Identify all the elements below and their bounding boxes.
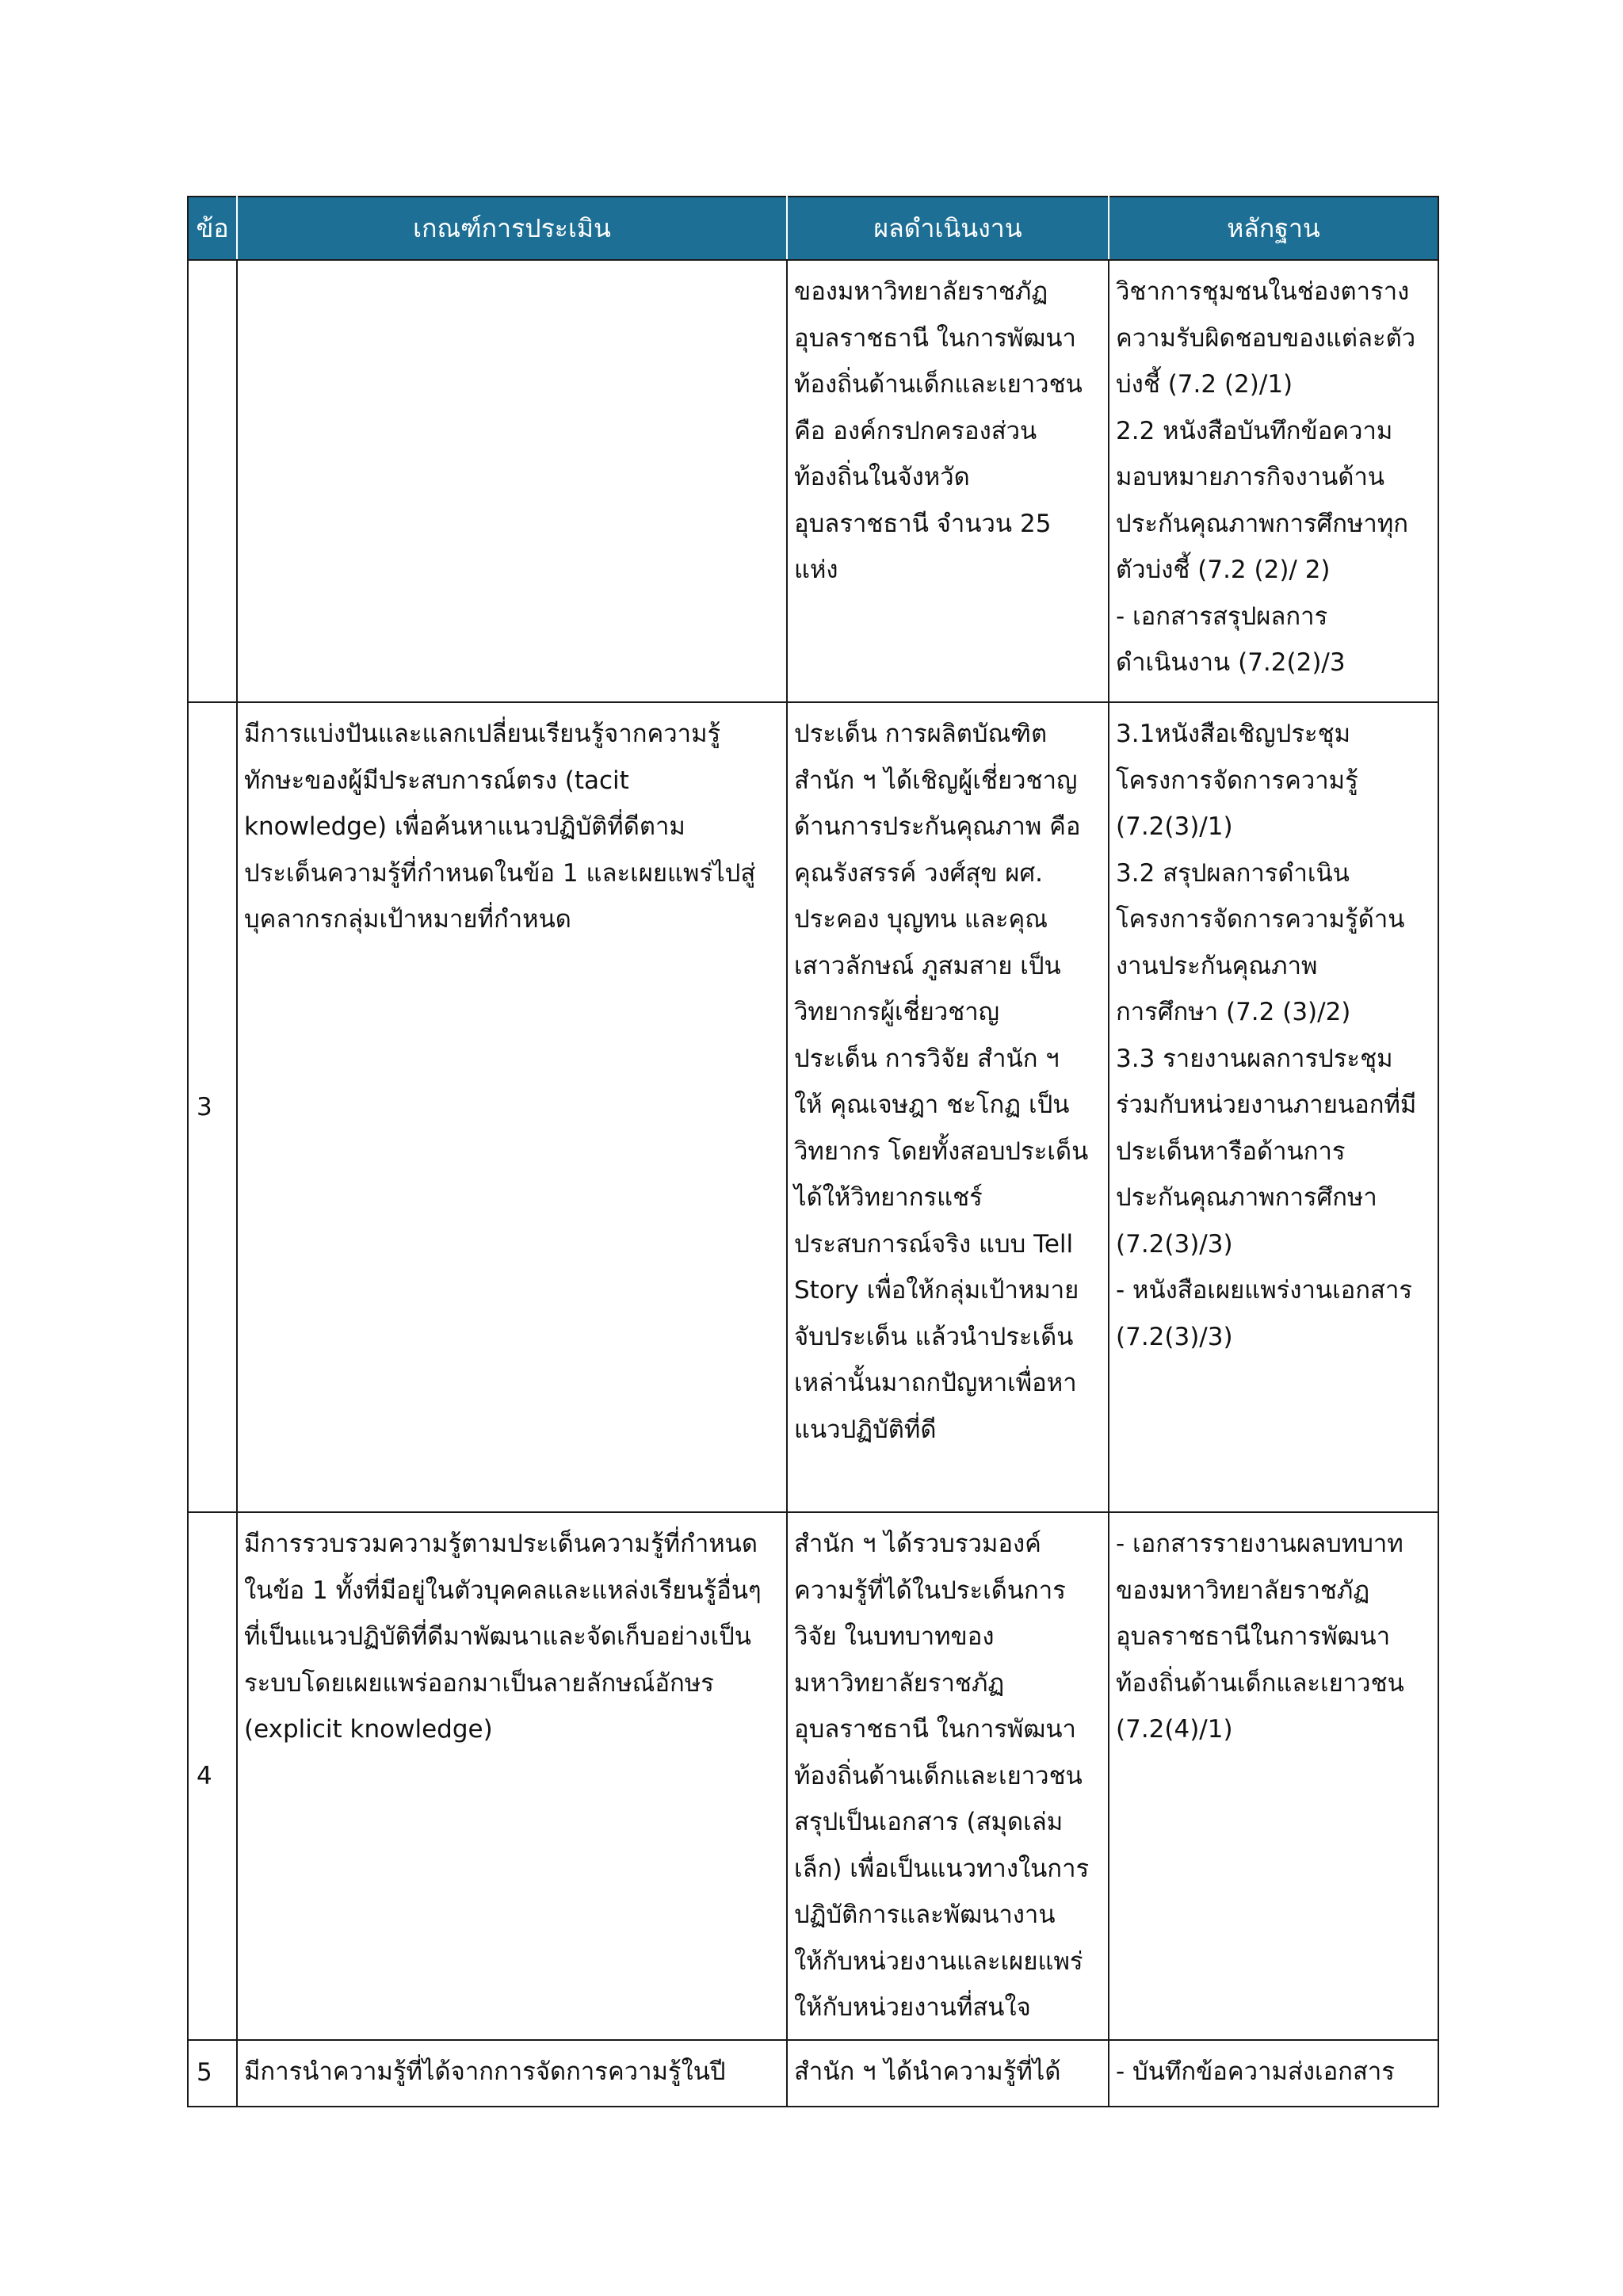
cell-line: 3.2 สรุปผลการดำเนิน xyxy=(1116,858,1350,888)
cell-line: แห่ง xyxy=(794,556,838,584)
cell-line: ประเด็นหารือด้านการ xyxy=(1116,1137,1346,1166)
cell-line: (7.2(4)/1) xyxy=(1116,1715,1233,1744)
cell-line: อุบลราชธานี ในการพัฒนา xyxy=(794,1715,1076,1744)
cell-line: ประเด็น การวิจัย สำนัก ฯ xyxy=(794,1044,1060,1073)
result-cell xyxy=(787,1512,1109,2040)
cell-line: ปฏิบัติการและพัฒนางาน xyxy=(794,1901,1056,1929)
row-number: 4 xyxy=(188,1512,237,2040)
cell-line: ความรับผิดชอบของแต่ละตัว xyxy=(1116,323,1416,353)
cell-line: - บันทึกข้อความส่งเอกสาร xyxy=(1116,2057,1395,2086)
cell-line: - เอกสารรายงานผลบทบาท xyxy=(1116,1530,1403,1558)
cell-line: คือ องค์กรปกครองส่วน xyxy=(794,416,1037,445)
cell-line: วิชาการชุมชนในช่องตาราง xyxy=(1116,277,1410,306)
cell-line: ประเด็นความรู้ที่กำหนดในข้อ 1 และเผยแพร่ไปสู่ xyxy=(244,858,756,888)
cell-line: เสาวลักษณ์ ภูสมสาย เป็น xyxy=(794,951,1061,980)
row-number: 5 xyxy=(188,2040,237,2107)
cell-line: ความรู้ที่ได้ในประเด็นการ xyxy=(794,1576,1066,1605)
evidence-cell xyxy=(1109,702,1438,1512)
cell-line: โครงการจัดการความรู้ด้าน xyxy=(1116,905,1405,934)
cell-line: สำนัก ฯ ได้รวบรวมองค์ xyxy=(794,1530,1041,1558)
cell-line: อุบลราชธานีในการพัฒนา xyxy=(1116,1622,1391,1651)
cell-line: (explicit knowledge) xyxy=(244,1715,493,1744)
cell-line: การศึกษา (7.2 (3)/2) xyxy=(1116,998,1351,1026)
evidence-cell xyxy=(1109,260,1438,702)
header-no: ข้อ xyxy=(188,197,237,260)
cell-line: ของมหาวิทยาลัยราชภัฏ xyxy=(1116,1576,1370,1605)
cell-line: คุณรังสรรค์ วงศ์สุข ผศ. xyxy=(794,858,1043,888)
cell-line: ตัวบ่งชี้ (7.2 (2)/ 2) xyxy=(1116,556,1331,584)
cell-line: ร่วมกับหน่วยงานภายนอกที่มี xyxy=(1116,1091,1417,1119)
cell-line: ในข้อ 1 ทั้งที่มีอยู่ในตัวบุคคลและแหล่งเรียนรู้อื่นๆ xyxy=(244,1576,762,1605)
cell-line: วิทยากร โดยทั้งสอบประเด็น xyxy=(794,1137,1089,1166)
cell-line: บ่งชี้ (7.2 (2)/1) xyxy=(1116,370,1293,399)
cell-line: ได้ให้วิทยากรแชร์ xyxy=(794,1183,983,1212)
table-header xyxy=(188,197,1438,260)
cell-line: ด้านการประกันคุณภาพ คือ xyxy=(794,812,1081,841)
criteria-cell xyxy=(237,260,787,702)
header-criteria: เกณฑ์การประเมิน xyxy=(237,197,787,260)
cell-line: ให้กับหน่วยงานและเผยแพร่ xyxy=(794,1946,1083,1976)
cell-line: ประกันคุณภาพการศึกษาทุก xyxy=(1116,509,1409,538)
cell-line: มหาวิทยาลัยราชภัฏ xyxy=(794,1668,1005,1698)
cell-line: มีการนำความรู้ที่ได้จากการจัดการความรู้ในปี xyxy=(244,2057,726,2086)
cell-line: สำนัก ฯ ได้นำความรู้ที่ได้ xyxy=(794,2057,1061,2086)
cell-line: ดำเนินงาน (7.2(2)/3 xyxy=(1116,648,1346,677)
cell-line: ท้องถิ่นในจังหวัด xyxy=(794,463,970,491)
header-evidence: หลักฐาน xyxy=(1109,197,1438,260)
cell-line: (7.2(3)/3) xyxy=(1116,1229,1233,1259)
table-row xyxy=(188,702,1438,1512)
row-number: 3 xyxy=(188,702,237,1512)
cell-line: มอบหมายภารกิจงานด้าน xyxy=(1116,463,1385,491)
evidence-cell xyxy=(1109,1512,1438,2040)
cell-line: - เอกสารสรุปผลการ xyxy=(1116,602,1328,631)
cell-line: วิทยากรผู้เชี่ยวชาญ xyxy=(794,998,1000,1026)
cell-line: ระบบโดยเผยแพร่ออกมาเป็นลายลักษณ์อักษร xyxy=(244,1668,714,1698)
cell-line: ประเด็น การผลิตบัณฑิต xyxy=(794,720,1048,748)
table-body xyxy=(188,260,1438,2107)
cell-line: - หนังสือเผยแพร่งานเอกสาร xyxy=(1116,1276,1413,1305)
cell-line: (7.2(3)/3) xyxy=(1116,1322,1233,1351)
cell-line: 3.1หนังสือเชิญประชุม xyxy=(1116,720,1351,748)
cell-line: แนวปฏิบัติที่ดี xyxy=(794,1415,937,1444)
cell-line: ที่เป็นแนวปฏิบัติที่ดีมาพัฒนาและจัดเก็บอย่างเป็น xyxy=(244,1622,751,1651)
cell-line: 2.2 หนังสือบันทึกข้อความ xyxy=(1116,416,1393,445)
cell-line: ประคอง บุญทน และคุณ xyxy=(794,905,1048,934)
result-cell xyxy=(787,260,1109,702)
criteria-cell xyxy=(237,2040,787,2107)
cell-line: (7.2(3)/1) xyxy=(1116,812,1233,841)
cell-line: วิจัย ในบทบาทของ xyxy=(794,1622,995,1651)
cell-line: ของมหาวิทยาลัยราชภัฏ xyxy=(794,277,1048,306)
row-number xyxy=(188,260,237,702)
cell-line: ประกันคุณภาพการศึกษา xyxy=(1116,1183,1377,1212)
cell-line: เหล่านั้นมาถกปัญหาเพื่อหา xyxy=(794,1369,1077,1397)
cell-line: ให้ คุณเจษฎา ชะโกฏ เป็น xyxy=(794,1091,1070,1119)
cell-line: สำนัก ฯ ได้เชิญผู้เชี่ยวชาญ xyxy=(794,766,1078,795)
cell-line: 3.3 รายงานผลการประชุม xyxy=(1116,1044,1393,1073)
cell-line: ประสบการณ์จริง แบบ Tell xyxy=(794,1229,1074,1259)
table-row xyxy=(188,260,1438,702)
criteria-cell xyxy=(237,1512,787,2040)
header-row xyxy=(188,197,1438,260)
cell-line: ท้องถิ่นด้านเด็กและเยาวชน xyxy=(794,1761,1083,1790)
table-row xyxy=(188,2040,1438,2107)
cell-line: ให้กับหน่วยงานที่สนใจ xyxy=(794,1993,1031,2022)
cell-line: สรุปเป็นเอกสาร (สมุดเล่ม xyxy=(794,1808,1064,1836)
assessment-table xyxy=(187,196,1439,2107)
cell-line: อุบลราชธานี จำนวน 25 xyxy=(794,509,1052,538)
table-row xyxy=(188,1512,1438,2040)
cell-line: จับประเด็น แล้วนำประเด็น xyxy=(794,1322,1074,1351)
cell-line: ทักษะของผู้มีประสบการณ์ตรง (tacit xyxy=(244,766,629,795)
result-cell xyxy=(787,2040,1109,2107)
cell-line: อุบลราชธานี ในการพัฒนา xyxy=(794,323,1076,353)
evidence-cell xyxy=(1109,2040,1438,2107)
cell-line: เล็ก) เพื่อเป็นแนวทางในการ xyxy=(794,1854,1090,1883)
cell-line: บุคลากรกลุ่มเป้าหมายที่กำหนด xyxy=(244,905,571,934)
header-result: ผลดำเนินงาน xyxy=(787,197,1109,260)
cell-line: งานประกันคุณภาพ xyxy=(1116,951,1318,980)
cell-line: knowledge) เพื่อค้นหาแนวปฏิบัติที่ดีตาม xyxy=(244,812,685,841)
cell-line: ท้องถิ่นด้านเด็กและเยาวชน xyxy=(1116,1668,1404,1698)
criteria-cell xyxy=(237,702,787,1512)
cell-line: ท้องถิ่นด้านเด็กและเยาวชน xyxy=(794,370,1083,399)
cell-line: โครงการจัดการความรู้ xyxy=(1116,766,1358,795)
result-cell xyxy=(787,702,1109,1512)
cell-line: มีการรวบรวมความรู้ตามประเด็นความรู้ที่กำหนด xyxy=(244,1530,758,1558)
cell-line: มีการแบ่งปันและแลกเปลี่ยนเรียนรู้จากความรู้ xyxy=(244,720,721,748)
cell-line: Story เพื่อให้กลุ่มเป้าหมาย xyxy=(794,1276,1079,1305)
